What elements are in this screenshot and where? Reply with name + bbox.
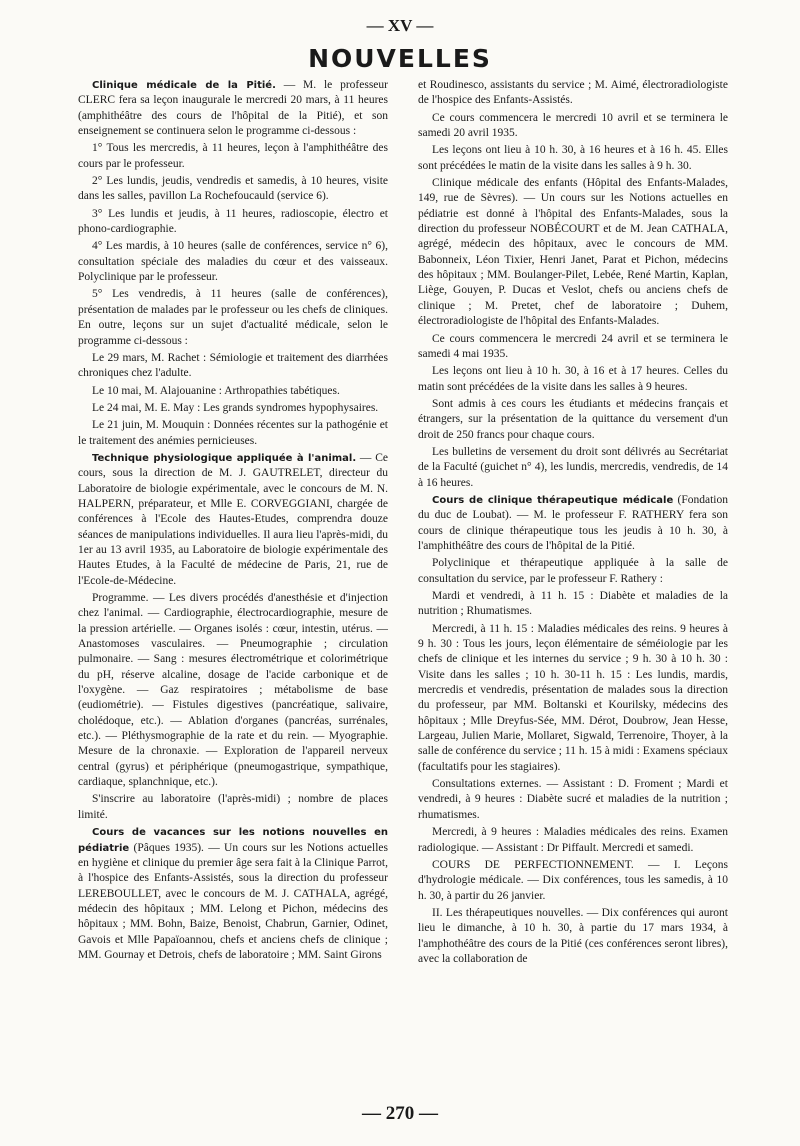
paragraph-heading: Cours de clinique thérapeutique médicale bbox=[432, 494, 674, 506]
page-roman-numeral: — XV — bbox=[366, 16, 434, 35]
paragraph-text: COURS DE PERFECTIONNEMENT. — I. Leçons d'hydrologie médicale. — Dix conférences, tous les samedis, à 10 h. 30, à partir du 26 janvier. bbox=[418, 858, 728, 902]
paragraph bbox=[78, 384, 388, 399]
paragraph-text: 5° Les vendredis, à 11 heures (salle de conférences), présentation de malades par le professeur ou les chefs de cliniques. En outre, leçons sur un sujet d'actualité médicale, selon le programme ci-dessous : bbox=[78, 288, 388, 347]
paragraph bbox=[418, 589, 728, 620]
paragraph bbox=[418, 397, 728, 443]
paragraph-text: et Roudinesco, assistants du service ; M. Aimé, électroradiologiste de l'hospice des Enfants-Assistés. bbox=[418, 79, 728, 107]
paragraph bbox=[78, 825, 388, 963]
paragraph bbox=[78, 351, 388, 382]
paragraph-text: 4° Les mardis, à 10 heures (salle de conférences, service n° 6), consultation spéciale des maladies du cœur et des vaisseaux. Polyclinique par le professeur. bbox=[78, 240, 388, 284]
paragraph-text: Clinique médicale des enfants (Hôpital des Enfants-Malades, 149, rue de Sèvres). — Un cours sur les Notions actuelles en pédiatrie est donné à l'hôpital des Enfants-Malades, sous la direction du professeur NOBÉCOURT et de M. Jean CATHALA, agrégé, médecin des hôpitaux, avec le concours de MM. Babonneix, Léon Tixier, Henri Janet, Parat et Pichon, médecins des hôpitaux ; MM. Boulanger-Pilet, Lebée, René Martin, Kaplan, Liège, Gouyen, P. Ducas et Veslot, chefs ou anciens chefs de clinique ; M. Pretet, chef de laboratoire ; Duhem, électroradiologiste de l'hôpital des Enfants-Malades. bbox=[418, 177, 728, 328]
page-number: — 270 — bbox=[362, 1103, 438, 1124]
paragraph bbox=[418, 777, 728, 823]
paragraph-text: Sont admis à ces cours les étudiants et médecins français et étrangers, sur la présentation de la quittance du versement d'un droit de 250 francs pour chaque cours. bbox=[418, 397, 728, 441]
paragraph bbox=[418, 445, 728, 491]
paragraph-text: Ce cours commencera le mercredi 24 avril et se terminera le samedi 4 mai 1935. bbox=[418, 332, 728, 360]
paragraph-text: Le 10 mai, M. Alajouanine : Arthropathies tabétiques. bbox=[92, 384, 340, 397]
paragraph-text: — M. le professeur CLERC fera sa leçon inaugurale le mercredi 20 mars, à 11 heures (amphithéâtre des cours de l'hôpital de la Pitié), et son enseignement se continuera selon le programme ci-dessous : bbox=[78, 79, 388, 138]
paragraph bbox=[418, 364, 728, 395]
paragraph-text: Le 29 mars, M. Rachet : Sémiologie et traitement des diarrhées chroniques chez l'adulte. bbox=[78, 351, 388, 380]
paragraph-text: (Pâques 1935). — Un cours sur les Notions actuelles en hygiène et clinique du premier âge sera fait à la Clinique Parrot, à l'hospice des Enfants-Assistés, sous la direction du professeur LEREBOULLET, avec le concours de M. J. CATHALA, agrégé, médecin des hôpitaux ; MM. Lelong et Pichon, médecins des hôpitaux ; MM. Bohn, Baize, Benoist, Chabrun, Garnier, Odinet, Gavois et Mlle Papaïoannou, chefs et anciens chefs de clinique ; MM. Gournay et Detrois, chefs de laboratoire ; MM. Saint Girons bbox=[78, 841, 388, 961]
paragraph bbox=[78, 239, 388, 285]
paragraph-text: Les leçons ont lieu à 10 h. 30, à 16 heures et à 16 h. 45. Elles sont précédées le matin de la visite dans les salles à 9 h. 30. bbox=[418, 144, 728, 172]
paragraph-text: Consultations externes. — Assistant : D. Froment ; Mardi et vendredi, à 9 heures : Diabète sucré et maladies de la nutrition ; rhumatismes. bbox=[418, 778, 728, 821]
paragraph-text: 3° Les lundis et jeudis, à 11 heures, radioscopie, électro et phono-cardiographie. bbox=[78, 207, 388, 236]
paragraph bbox=[418, 143, 728, 174]
paragraph-text: Le 24 mai, M. E. May : Les grands syndromes hypophysaires. bbox=[92, 401, 379, 414]
paragraph-heading: Clinique médicale de la Pitié. bbox=[92, 80, 276, 91]
paragraph-text: Mardi et vendredi, à 11 h. 15 : Diabète et maladies de la nutrition ; Rhumatismes. bbox=[418, 590, 728, 618]
paragraph-text: Mercredi, à 9 heures : Maladies médicales des reins. Examen radiologique. — Assistant : Dr Piffault. Mercredi et samedi. bbox=[418, 826, 728, 854]
paragraph bbox=[418, 906, 728, 967]
paragraph-text: Programme. — Les divers procédés d'anesthésie et d'injection chez l'animal. — Cardiographie, électrocardiographie, mesure de la pression artérielle. — Organes isolés : cœur, intestin, utérus. — Anastomoses vasculaires. — Pneumographie ; circulation pulmonaire. — Sang : mesures électrométrique et colorimétrique du pH, réserve alcaline, dosage de l'acide carbonique et de l'oxygène. — Gaz respiratoires ; métabolisme de base (eudiométrie). — Fistules digestives (pancréatique, salivaire, cholédoque, etc.). — Ablation d'organes (pancréas, surrénales, etc.). — Pléthysmographie de la rate et du rein. — Myographie. Mesure de la chronaxie. — Exploration de l'appareil nerveux central (gyrus) et périphérique (pneumogastrique, sympathique, cardiaque, splanchnique, etc.). bbox=[78, 592, 388, 789]
paragraph bbox=[78, 418, 388, 449]
paragraph bbox=[78, 78, 388, 139]
paragraph bbox=[418, 176, 728, 329]
paragraph-text: 1° Tous les mercredis, à 11 heures, leçon à l'amphithéâtre des cours par le professeur. bbox=[78, 142, 388, 170]
paragraph bbox=[418, 332, 728, 363]
paragraph bbox=[78, 287, 388, 348]
paragraph-text: (Fondation du duc de Loubat). — M. le professeur F. RATHERY fera son cours de clinique thérapeutique tous les jeudis à 10 h. 30, à l'amphithéâtre des cours de l'hôpital de la Pitié. bbox=[418, 493, 728, 552]
left-column bbox=[78, 78, 388, 1103]
paragraph-text: Les bulletins de versement du droit sont délivrés au Secrétariat de la Faculté (guichet n° 4), les lundis, mercredis, vendredis, de 14 à 16 heures. bbox=[418, 445, 728, 489]
paragraph-heading: Cours de vacances sur les notions nouvelles en pédiatrie bbox=[78, 827, 388, 854]
paragraph bbox=[78, 141, 388, 172]
paragraph-heading: Technique physiologique appliquée à l'animal. bbox=[92, 452, 357, 464]
paragraph-text: Ce cours commencera le mercredi 10 avril et se terminera le samedi 20 avril 1935. bbox=[418, 111, 728, 140]
paragraph-text: 2° Les lundis, jeudis, vendredis et samedis, à 10 heures, visite dans les salles, pavillon La Rochefoucauld (service 6). bbox=[78, 175, 388, 203]
paragraph bbox=[78, 591, 388, 790]
right-column bbox=[418, 78, 728, 1103]
paragraph bbox=[78, 451, 388, 589]
paragraph bbox=[78, 207, 388, 238]
paragraph-text: Le 21 juin, M. Mouquin : Données récentes sur la pathogénie et le traitement des anémies pernicieuses. bbox=[78, 419, 388, 447]
paragraph bbox=[418, 556, 728, 587]
paragraph-text: II. Les thérapeutiques nouvelles. — Dix conférences qui auront lieu le dimanche, à 10 h. 30, à partie du 17 mars 1934, à l'amphothéâtre des cours de la Pitié (ces conférences seront libres), avec la collaboration de bbox=[418, 906, 728, 965]
paragraph bbox=[418, 111, 728, 142]
paragraph bbox=[418, 622, 728, 775]
paragraph-text: — Ce cours, sous la direction de M. J. GAUTRELET, directeur du Laboratoire de biologie expérimentale, avec le concours de M. N. HALPERN, préparateur, et Mlle E. CORVEGGIANI, chargée de conférences à l'Ecole des Hautes-Etudes, comprendra douze séances de manipulations individuelles. Il aura lieu l'après-midi, du 1er au 13 avril 1935, au Laboratoire de biologie expérimentale des Hautes Etudes, à la Faculté de médecine de Paris, 21, rue de l'Ecole-de-Médecine. bbox=[78, 451, 388, 587]
paragraph-text: Les leçons ont lieu à 10 h. 30, à 16 et à 17 heures. Celles du matin sont précédées de la visite dans les salles à 9 heures. bbox=[418, 365, 728, 393]
paragraph bbox=[78, 401, 388, 416]
paragraph bbox=[418, 493, 728, 554]
section-title: NOUVELLES bbox=[308, 44, 492, 73]
paragraph bbox=[78, 792, 388, 823]
paragraph bbox=[78, 174, 388, 205]
paragraph bbox=[418, 858, 728, 904]
paragraph-text: Mercredi, à 11 h. 15 : Maladies médicales des reins. 9 heures à 9 h. 30 : Tous les jours, leçon élémentaire de séméiologie par les chefs de clinique et les internes du service ; 9 h. 30 à 10 h. 30 : Visite dans les salles ; 10 h. 30-11 h. 15 : Les lundis, mardis, mercredis et vendredis, présentation de malades sous la direction du professeur, par MM. Boltanski et Kourilsky, médecins des hôpitaux ; Mlle Dreyfus-Sée, MM. Dérot, Doubrow, Jean Hesse, Largeau, Julien Marie, Mollaret, Sigwald, Terrenoire, Thoyer, à la salle de conférence du service ; 11 h. 15 à midi : Examens spéciaux (facultatifs pour les stagiaires). bbox=[418, 622, 728, 773]
paragraph-text: S'inscrire au laboratoire (l'après-midi) ; nombre de places limité. bbox=[78, 793, 388, 821]
paragraph bbox=[418, 825, 728, 856]
paragraph bbox=[418, 78, 728, 109]
paragraph-text: Polyclinique et thérapeutique appliquée à la salle de consultation du service, par le professeur F. Rathery : bbox=[418, 557, 728, 585]
